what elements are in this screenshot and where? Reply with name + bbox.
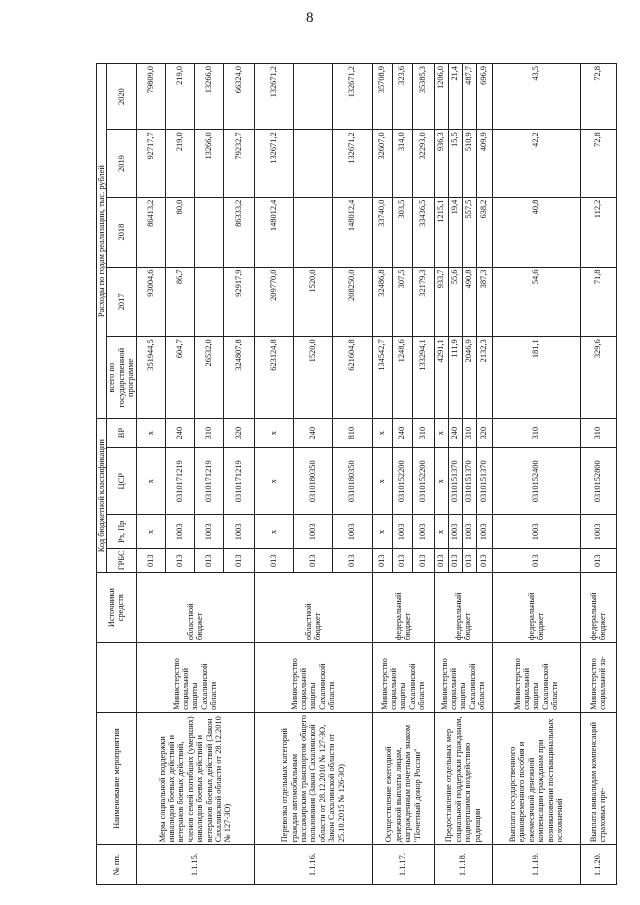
table-row [580, 64, 616, 885]
row-num: 1.1.20. [580, 845, 616, 885]
cell-vr: 310 [492, 419, 580, 448]
cell-y2017: 1520,0 [293, 267, 332, 337]
cell-y2019: 72,8 [580, 130, 616, 197]
cell-grbs: 013 [223, 549, 254, 573]
row-executor: Министерство социальной за- [580, 643, 616, 713]
row-executor: Министерство социальной защиты Сахалинской области [254, 643, 372, 713]
row-name: Меры социальной поддержки инвалидов боевых действий и ветеранов боевых действий, членов семей погибших (умерших) инвалидов боевых действий и ветеранов боевых действий (Закон Сахалинской области от 28.12.2010 № 127-ЗО) [136, 712, 254, 844]
cell-y2018: 33436,5 [412, 197, 434, 267]
cell-grbs: 013 [580, 549, 616, 573]
cell-csr: x [254, 448, 293, 515]
cell-y2018: 86413,2 [136, 197, 165, 267]
cell-y2017: 32486,8 [372, 267, 392, 337]
cell-vr: 310 [580, 419, 616, 448]
table-row [254, 64, 293, 885]
cell-y2020: 43,5 [492, 64, 580, 130]
cell-rzpr: 1003 [580, 515, 616, 549]
cell-total: 621604,8 [332, 337, 372, 419]
header-total: всего по государственной программе [107, 337, 136, 419]
cell-y2018 [194, 197, 223, 267]
cell-rzpr: 1003 [492, 515, 580, 549]
cell-csr: 0310180350 [332, 448, 372, 515]
cell-y2018 [293, 197, 332, 267]
cell-y2019: 132671,2 [332, 130, 372, 197]
row-source: федеральный бюджет [372, 573, 434, 643]
row-name: Предоставление отдельных мер социальной поддержки гражданам, подвергшимся воздействию радиации [434, 712, 492, 844]
header-grbs: ГРБС [107, 549, 136, 573]
cell-y2018: 40,8 [492, 197, 580, 267]
cell-y2020: 132671,2 [254, 64, 293, 130]
cell-rzpr: 1003 [165, 515, 194, 549]
cell-csr: 0310151370 [448, 448, 462, 515]
cell-y2018: 112,2 [580, 197, 616, 267]
cell-y2018: 86333,2 [223, 197, 254, 267]
cell-grbs: 013 [372, 549, 392, 573]
cell-vr: 310 [194, 419, 223, 448]
cell-y2019: 42,2 [492, 130, 580, 197]
cell-grbs: 013 [194, 549, 223, 573]
header-name: Наименование мероприятия [97, 712, 137, 844]
table-row [492, 64, 580, 885]
table-row [372, 64, 392, 885]
cell-y2018: 148012,4 [332, 197, 372, 267]
row-source: областной бюджет [254, 573, 372, 643]
cell-y2017: 93004,6 [136, 267, 165, 337]
cell-csr: 0310151370 [476, 448, 492, 515]
cell-vr: 240 [448, 419, 462, 448]
cell-vr: 320 [476, 419, 492, 448]
cell-y2020: 21,4 [448, 64, 462, 130]
table-row [136, 64, 165, 885]
row-name: Перевозка отдельных категорий граждан автомобильным пассажирским транспортом общего пользования (Закон Сахалинской области от 28.12.2010 № 127-ЗО, Закон Сахалинской области от 25.10.2015 № 126-ЗО) [254, 712, 372, 844]
header-num: № пп. [97, 845, 137, 885]
cell-y2020: 35708,9 [372, 64, 392, 130]
cell-y2018: 1215,1 [434, 197, 448, 267]
cell-grbs: 013 [392, 549, 412, 573]
cell-csr: 0310152200 [412, 448, 434, 515]
cell-total: 2046,9 [462, 337, 476, 419]
row-source: федеральный бюджет [580, 573, 616, 643]
cell-y2017: 307,5 [392, 267, 412, 337]
cell-csr: x [372, 448, 392, 515]
cell-y2019: 409,9 [476, 130, 492, 197]
cell-y2019: 92717,7 [136, 130, 165, 197]
cell-vr: 310 [462, 419, 476, 448]
row-name: Выплата инвалидам компенсаций страховых пре- [580, 712, 616, 844]
cell-rzpr: 1003 [448, 515, 462, 549]
header-rzpr: Рз, Пр [107, 515, 136, 549]
cell-y2017: 387,3 [476, 267, 492, 337]
cell-y2020: 696,9 [476, 64, 492, 130]
cell-rzpr: x [434, 515, 448, 549]
cell-y2017 [194, 267, 223, 337]
header-2017: 2017 [107, 267, 136, 337]
cell-vr: 240 [165, 419, 194, 448]
cell-rzpr: x [254, 515, 293, 549]
cell-rzpr: 1003 [462, 515, 476, 549]
cell-csr: x [136, 448, 165, 515]
row-executor: Министерство социальной защиты Сахалинской области [492, 643, 580, 713]
row-name: Выплата государственного единовременного пособия и ежемесячной денежной компенсации гражданам при возникновении поствакцинальных осложнений [492, 712, 580, 844]
row-name: Осуществление ежегодной денежной выплаты лицам, награжденным почетным знаком "Почетный донор России" [372, 712, 434, 844]
cell-total: 4291,1 [434, 337, 448, 419]
row-source: федеральный бюджет [434, 573, 492, 643]
cell-total: 111,9 [448, 337, 462, 419]
page-number: 8 [306, 10, 314, 26]
cell-total: 2132,3 [476, 337, 492, 419]
cell-csr: 0310152200 [392, 448, 412, 515]
cell-vr: 310 [412, 419, 434, 448]
cell-rzpr: 1003 [476, 515, 492, 549]
cell-y2018: 19,4 [448, 197, 462, 267]
cell-y2019: 32293,0 [412, 130, 434, 197]
cell-vr: x [434, 419, 448, 448]
header-vr: ВР [107, 419, 136, 448]
cell-total: 623124,8 [254, 337, 293, 419]
table-row [434, 64, 448, 885]
cell-vr: 240 [392, 419, 412, 448]
header-2018: 2018 [107, 197, 136, 267]
row-executor: Министерство социальной защиты Сахалинской области [434, 643, 492, 713]
cell-y2019: 510,9 [462, 130, 476, 197]
cell-csr: 0310180350 [293, 448, 332, 515]
cell-y2020: 219,0 [165, 64, 194, 130]
cell-y2018: 557,5 [462, 197, 476, 267]
header-2019: 2019 [107, 130, 136, 197]
cell-total: 604,7 [165, 337, 194, 419]
row-num: 1.1.19. [492, 845, 580, 885]
cell-grbs: 013 [434, 549, 448, 573]
cell-vr: 320 [223, 419, 254, 448]
cell-vr: x [254, 419, 293, 448]
header-executor [97, 643, 137, 713]
header-budget-code: Код бюджетной классификации [97, 419, 107, 573]
cell-y2017: 208250,0 [332, 267, 372, 337]
cell-grbs: 013 [254, 549, 293, 573]
cell-y2020: 35385,3 [412, 64, 434, 130]
cell-y2017: 54,6 [492, 267, 580, 337]
cell-y2017: 55,6 [448, 267, 462, 337]
cell-rzpr: 1003 [194, 515, 223, 549]
cell-y2018: 638,2 [476, 197, 492, 267]
cell-y2020: 13266,0 [194, 64, 223, 130]
cell-y2017: 71,8 [580, 267, 616, 337]
cell-rzpr: 1003 [332, 515, 372, 549]
program-expenses-table [96, 63, 617, 885]
row-num: 1.1.16. [254, 845, 372, 885]
cell-rzpr: x [136, 515, 165, 549]
cell-total: 1248,6 [392, 337, 412, 419]
cell-vr: x [372, 419, 392, 448]
cell-y2018: 303,5 [392, 197, 412, 267]
cell-csr: 0310152400 [492, 448, 580, 515]
cell-csr: 0310171219 [165, 448, 194, 515]
cell-total: 351944,5 [136, 337, 165, 419]
cell-y2018: 80,0 [165, 197, 194, 267]
cell-total: 133294,1 [412, 337, 434, 419]
header-2020: 2020 [107, 64, 136, 130]
cell-vr: 810 [332, 419, 372, 448]
cell-rzpr: 1003 [392, 515, 412, 549]
cell-rzpr: 1003 [223, 515, 254, 549]
cell-y2019: 15,5 [448, 130, 462, 197]
cell-y2020: 72,8 [580, 64, 616, 130]
cell-vr: x [136, 419, 165, 448]
cell-y2019: 13266,0 [194, 130, 223, 197]
cell-csr: 0310171219 [223, 448, 254, 515]
cell-y2019: 132671,2 [254, 130, 293, 197]
cell-y2018: 33740,0 [372, 197, 392, 267]
header-expenses: Расходы по годам реализации, тыс. рублей [97, 64, 107, 419]
row-source: областной бюджет [136, 573, 254, 643]
cell-total: 329,6 [580, 337, 616, 419]
cell-grbs: 013 [136, 549, 165, 573]
header-row-1 [97, 64, 107, 885]
cell-rzpr: x [372, 515, 392, 549]
row-executor: Министерство социальной защиты Сахалинской области [136, 643, 254, 713]
cell-y2019: 79232,7 [223, 130, 254, 197]
cell-vr: 240 [293, 419, 332, 448]
cell-total: 324807,8 [223, 337, 254, 419]
cell-y2017: 32179,3 [412, 267, 434, 337]
cell-grbs: 013 [165, 549, 194, 573]
cell-total: 181,1 [492, 337, 580, 419]
cell-y2020: 79809,0 [136, 64, 165, 130]
cell-csr: 0310152800 [580, 448, 616, 515]
cell-total: 134542,7 [372, 337, 392, 419]
cell-grbs: 013 [332, 549, 372, 573]
cell-y2020: 132671,2 [332, 64, 372, 130]
row-executor: Министерство социальной защиты Сахалинской области [372, 643, 434, 713]
cell-y2020: 1206,0 [434, 64, 448, 130]
cell-grbs: 013 [476, 549, 492, 573]
cell-y2019: 32607,0 [372, 130, 392, 197]
cell-csr: x [434, 448, 448, 515]
cell-y2017: 209770,0 [254, 267, 293, 337]
cell-y2020: 66324,0 [223, 64, 254, 130]
cell-total: 26532,0 [194, 337, 223, 419]
cell-y2019: 314,0 [392, 130, 412, 197]
cell-y2020 [293, 64, 332, 130]
row-num: 1.1.17. [372, 845, 434, 885]
cell-rzpr: 1003 [293, 515, 332, 549]
cell-y2017: 92917,9 [223, 267, 254, 337]
cell-y2019: 936,3 [434, 130, 448, 197]
cell-y2020: 323,6 [392, 64, 412, 130]
cell-grbs: 013 [462, 549, 476, 573]
cell-total: 1520,0 [293, 337, 332, 419]
table-body [136, 64, 616, 885]
cell-grbs: 013 [412, 549, 434, 573]
cell-grbs: 013 [293, 549, 332, 573]
row-num: 1.1.18. [434, 845, 492, 885]
cell-y2017: 86,7 [165, 267, 194, 337]
cell-y2017: 933,7 [434, 267, 448, 337]
header-csr: ЦСР [107, 448, 136, 515]
cell-y2020: 487,7 [462, 64, 476, 130]
cell-y2019 [293, 130, 332, 197]
header-sources: Источники средств [97, 573, 137, 643]
cell-csr: 0310171219 [194, 448, 223, 515]
row-num: 1.1.15. [136, 845, 254, 885]
cell-grbs: 013 [492, 549, 580, 573]
cell-csr: 0310151370 [462, 448, 476, 515]
cell-grbs: 013 [448, 549, 462, 573]
cell-y2018: 148012,4 [254, 197, 293, 267]
row-source: федеральный бюджет [492, 573, 580, 643]
cell-y2017: 490,8 [462, 267, 476, 337]
cell-y2019: 219,0 [165, 130, 194, 197]
cell-rzpr: 1003 [412, 515, 434, 549]
